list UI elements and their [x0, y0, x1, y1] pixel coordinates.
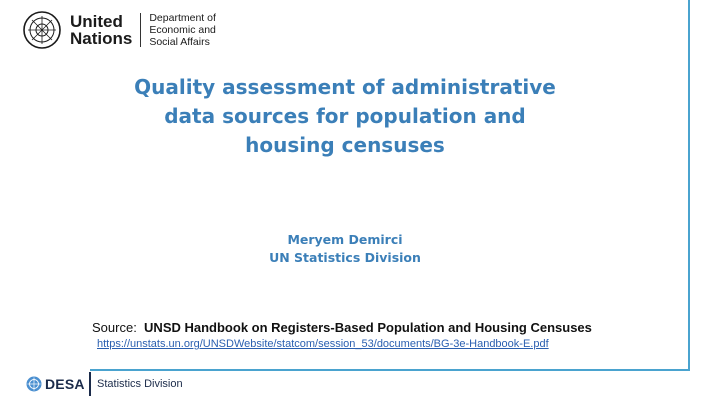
author-block	[200, 231, 490, 267]
source-line	[92, 320, 592, 335]
desa-brand: DESA	[45, 376, 85, 392]
department-line3: Social Affairs	[149, 36, 210, 48]
department-line2: Economic and	[149, 24, 216, 36]
title-line3: housing censuses	[245, 133, 445, 157]
footer-division: Statistics Division	[97, 378, 183, 390]
footer-separator	[89, 372, 91, 396]
author-name: Meryem Demirci	[287, 232, 403, 247]
header-divider	[140, 13, 141, 47]
source-title: UNSD Handbook on Registers-Based Population and Housing Censuses	[144, 320, 592, 335]
title-line2: data sources for population and	[164, 104, 526, 128]
slide-title	[60, 73, 630, 160]
department-line1: Department of	[149, 12, 216, 24]
desa-footer-logo	[26, 374, 85, 394]
un-wordmark	[70, 13, 132, 47]
right-accent-rule	[688, 0, 690, 370]
source-link[interactable]: https://unstats.un.org/UNSDWebsite/statcom/session_53/documents/BG-3e-Handbook-E.pdf	[97, 338, 549, 350]
un-emblem-icon	[26, 376, 42, 392]
un-desa-logo	[22, 10, 216, 50]
department-name	[149, 12, 216, 48]
un-wordmark-line1: United	[70, 12, 123, 31]
bottom-accent-rule	[90, 369, 690, 371]
title-line1: Quality assessment of administrative	[134, 75, 556, 99]
author-affiliation: UN Statistics Division	[269, 250, 421, 265]
un-emblem-icon	[22, 10, 62, 50]
un-wordmark-line2: Nations	[70, 29, 133, 48]
source-label: Source:	[92, 320, 137, 335]
